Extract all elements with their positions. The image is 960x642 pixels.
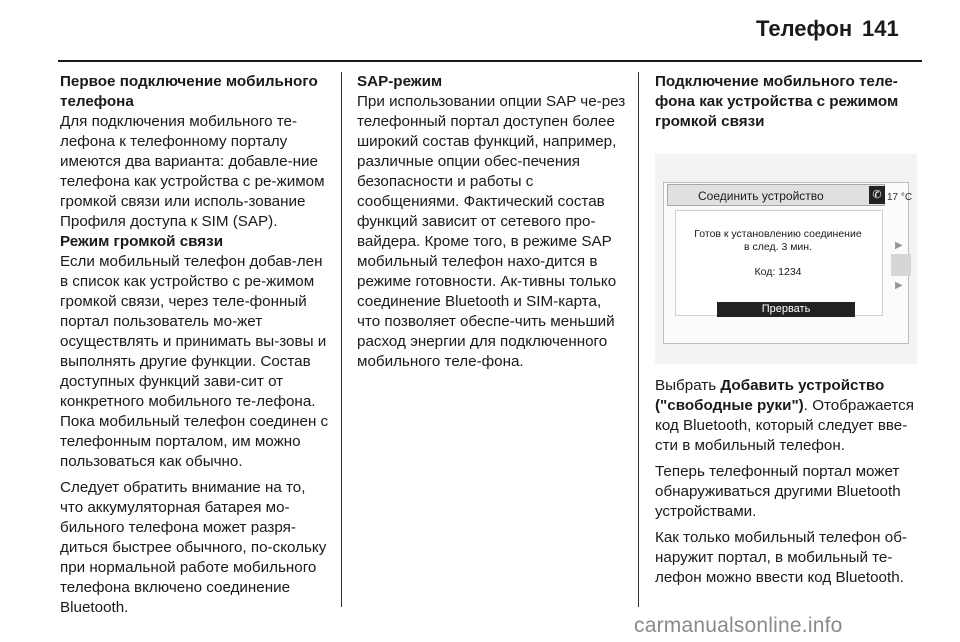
text: Выбрать [655, 377, 721, 394]
column-divider [638, 72, 639, 607]
dialog-message-line: Готов к установлению соединение [694, 228, 862, 240]
dialog-message-line: в след. 3 мин. [744, 241, 812, 253]
paragraph: Следует обратить внимание на то, что аккумуляторная батарея мо-бильного телефона может разря-диться быстрее обычного, по-скольку при нормальной работе мобильного телефона включено соединение Bluetooth. [60, 479, 327, 616]
section-heading: SAP-режим [357, 73, 443, 90]
phone-icon: ✆ [869, 186, 885, 204]
cancel-button: Прервать [717, 302, 855, 317]
paragraph: Теперь телефонный портал может обнаруживаться другими Bluetooth устройствами. [655, 463, 901, 520]
menu-item-reference: Добавить устройство ("свободные руки") [655, 377, 885, 414]
section-heading: Режим громкой связи [60, 233, 224, 250]
dialog-message [675, 228, 881, 254]
text: . Отображается код Bluetooth, который следует вве-сти в мобильный телефон. [655, 397, 914, 454]
chevron-right-icon: ▶ [895, 240, 903, 251]
paragraph: Если мобильный телефон добав-лен в список как устройство с ре-жимом громкой связи, через теле-фонный портал пользователь мо-жет осуществлять и принимать вы-зовы и выполнять другие функции. Состав доступных функций зави-сит от конкретного мобильного те-лефона. Пока мобильный телефон соединен с телефонным порталом, им можно пользоваться как обычно. [60, 253, 329, 470]
paragraph [655, 376, 925, 456]
header-rule [58, 60, 922, 62]
column-3 [655, 72, 925, 588]
column-2 [357, 72, 627, 372]
scroll-selection [891, 254, 911, 276]
paragraph: Как только мобильный телефон об-наружит портал, в мобильный те-лефон можно ввести код Bluetooth. [655, 529, 907, 586]
device-screen-illustration [655, 154, 917, 364]
section-heading: Первое подключение мобильного телефона [60, 73, 318, 110]
bluetooth-code: Код: 1234 [754, 266, 802, 278]
temperature-readout: 17 °C [887, 192, 913, 203]
paragraph: Для подключения мобильного те-лефона к телефонному порталу имеются два варианта: добавле-ние телефона как устройства с ре-жимом громкой связи или исполь-зование Профиля доступа к SIM (SAP). [60, 113, 325, 230]
section-heading: Подключение мобильного теле-фона как устройства с режимом громкой связи [655, 73, 899, 130]
page-number: 141 [862, 16, 899, 41]
paragraph: При использовании опции SAP че-рез телефонный портал доступен более широкий состав функций, например, различные опции обес-печения безопасности и работы с сообщениями. Фактический состав функций зависит от сетевого про-вайдера. Кроме того, в режиме SAP мобильный телефон нахо-дится в режиме готовности. Ак-тивны только соединение Bluetooth и SIM-карта, что позволяет обеспе-чить меньший расход энергии для подключенного мобильного теле-фона. [357, 93, 626, 370]
screen-title: Соединить устройство [667, 184, 885, 206]
watermark: carmanualsonline.info [634, 614, 843, 637]
column-divider [341, 72, 342, 607]
chevron-right-icon: ▶ [895, 280, 903, 291]
page-header-title: Телефон [756, 16, 853, 41]
column-1 [60, 72, 330, 618]
